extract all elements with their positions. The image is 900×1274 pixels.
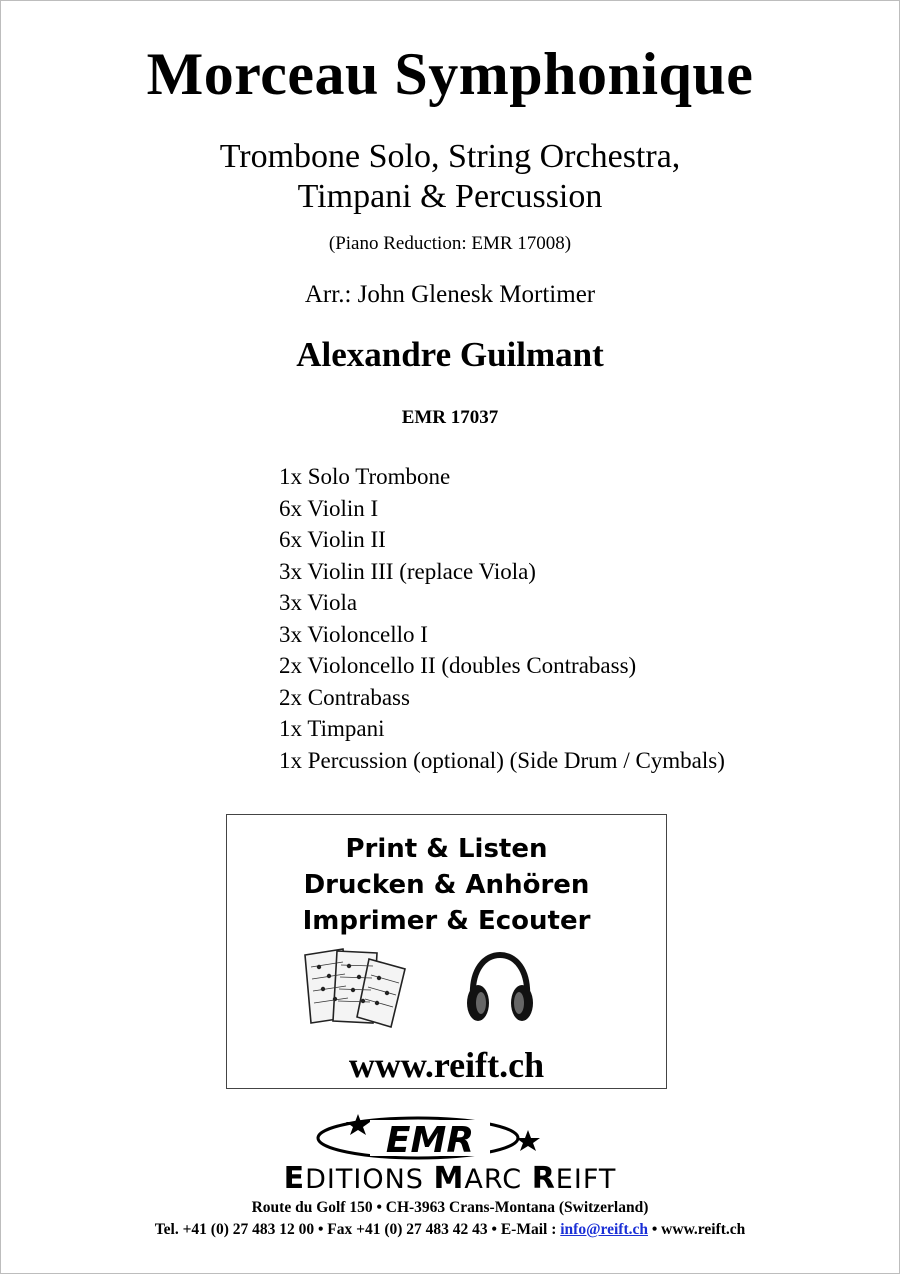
piano-reduction-note: (Piano Reduction: EMR 17008) — [328, 233, 572, 254]
instrument-item: 3x Violoncello I — [279, 621, 428, 647]
sheet-music-icon — [299, 945, 411, 1034]
subtitle-line-1: Trombone Solo, String Orchestra, — [219, 138, 681, 175]
print-listen-box — [226, 814, 667, 1089]
publisher-address: Route du Golf 150 • CH-3963 Crans-Montana (Switzerland) — [251, 1199, 649, 1216]
instrument-item: 2x Contrabass — [279, 684, 410, 710]
instrument-item: 1x Timpani — [279, 716, 385, 741]
instrument-item: 3x Violin III (replace Viola) — [279, 558, 536, 584]
instrument-item: 1x Percussion (optional) (Side Drum / Cymbals) — [279, 747, 725, 773]
promo-line-english: Print & Listen — [345, 834, 548, 864]
instrumentation-list — [279, 461, 725, 776]
composer: Alexandre Guilmant — [296, 335, 604, 374]
promo-url[interactable]: www.reift.ch — [348, 1045, 545, 1085]
publisher-contact: Tel. +41 (0) 27 483 12 00 • Fax +41 (0) 27 483 42 43 • E-Mail : info@reift.ch • www.reift.ch — [154, 1221, 746, 1238]
instrument-item: 2x Violoncello II (doubles Contrabass) — [279, 653, 637, 678]
catalog-number: EMR 17037 — [401, 407, 499, 428]
publisher-name: EDITIONS MARC REIFT — [283, 1161, 617, 1196]
instrument-item: 6x Violin II — [279, 527, 386, 552]
instrument-item: 6x Violin I — [279, 495, 379, 521]
logo-text: EMR — [385, 1120, 475, 1161]
emr-logo — [310, 1108, 550, 1169]
email-link[interactable]: info@reift.ch — [560, 1221, 648, 1238]
headphones-icon — [465, 951, 535, 1032]
promo-line-german: Drucken & Anhören — [303, 870, 590, 900]
instrument-item: 1x Solo Trombone — [279, 464, 451, 489]
subtitle-line-2: Timpani & Percussion — [297, 178, 603, 215]
instrument-item: 3x Viola — [279, 590, 358, 615]
arranger: Arr.: John Glenesk Mortimer — [304, 281, 596, 308]
promo-line-french: Imprimer & Ecouter — [302, 906, 591, 936]
page-title: Morceau Symphonique — [146, 41, 754, 107]
